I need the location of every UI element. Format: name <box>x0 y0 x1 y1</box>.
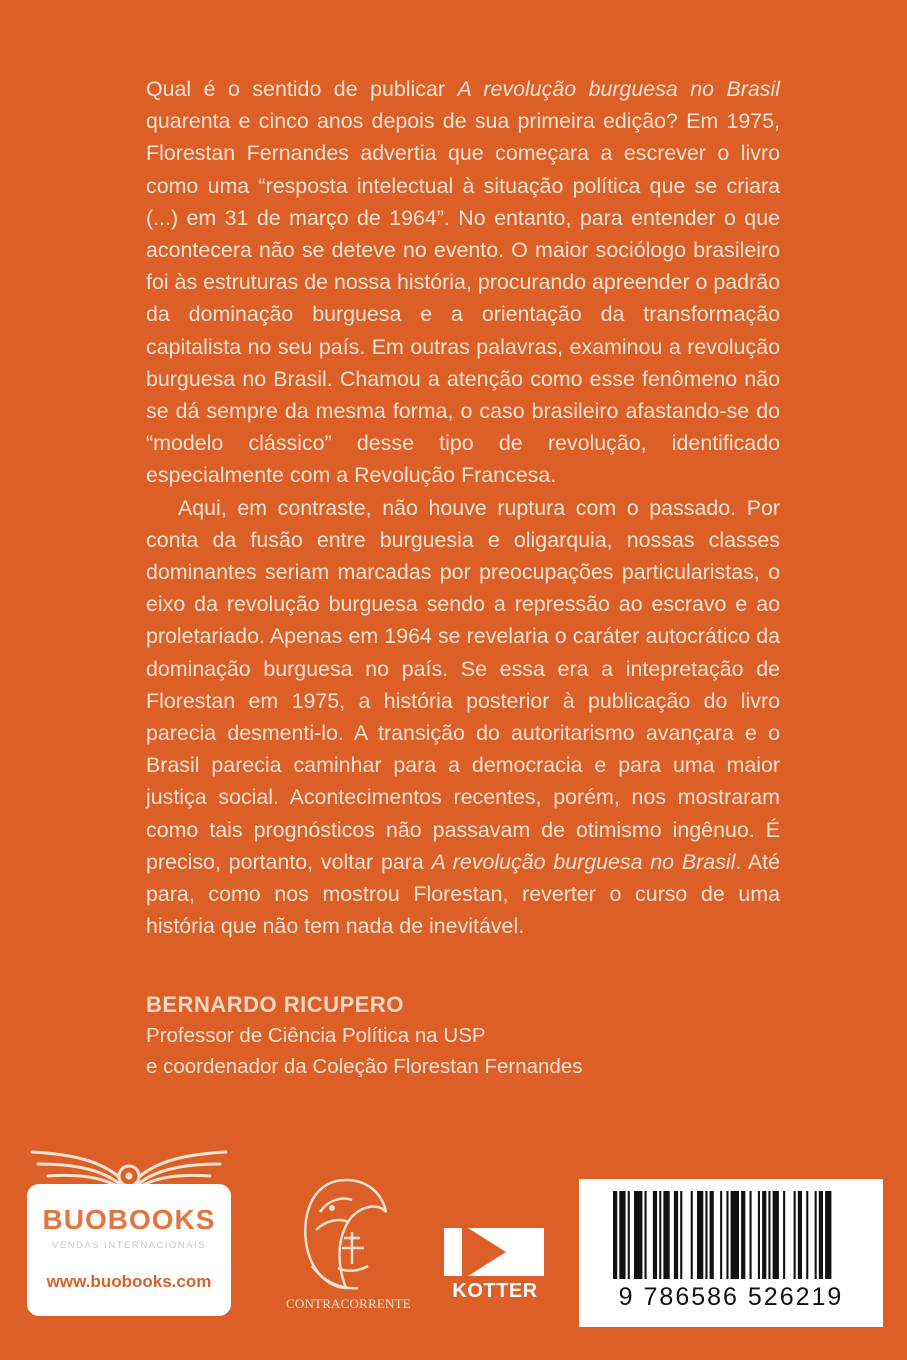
book-title: A revolução burguesa no Brasil <box>457 77 780 101</box>
barcode-bar <box>697 1191 703 1279</box>
barcode-bar <box>720 1191 722 1279</box>
barcode-bar <box>659 1191 661 1279</box>
author-role-line-1: Professor de Ciência Política na USP <box>146 1024 486 1047</box>
owl-wings-icon <box>24 1142 234 1190</box>
barcode-bar <box>653 1191 657 1279</box>
barcode-bar <box>773 1191 779 1279</box>
isbn-digits: 9 786586 526219 <box>618 1283 844 1311</box>
contracorrente-label: CONTRACORRENTE <box>286 1296 411 1311</box>
barcode-bar <box>645 1191 647 1279</box>
barcode-bars <box>579 1179 883 1283</box>
barcode-bar <box>634 1191 642 1279</box>
blurb-text: quarenta e cinco anos depois de sua primeira edição? Em 1975, Florestan Fernandes advertia que começara a escrever o livro como uma “resposta intelectual à situação política que se criara (...) em 31 de março de 1964”. No entanto, para entender o que acontecera não se deteve no evento. O maior sociólogo brasileiro foi às estruturas de nossa história, procurando apreender o padrão da dominação burguesa e a orientação da transformação capitalista no seu país. Em outras palavras, examinou a revolução burguesa no Brasil. Chamou a atenção como esse fenômeno não se dá sempre da mesma forma, o caso brasileiro afastando-se do “modelo clássico” desse tipo de revolução, identificado especialmente com a Revolução Francesa. <box>146 109 780 488</box>
author-credit <box>146 990 582 1082</box>
barcode-bar <box>741 1191 745 1279</box>
barcode-bar <box>815 1191 817 1279</box>
blurb-text: Qual é o sentido de publicar <box>146 77 458 101</box>
isbn-barcode <box>579 1179 883 1327</box>
buobooks-card <box>27 1184 231 1316</box>
barcode-bar <box>731 1191 739 1279</box>
buobooks-name: BUOBOOKS <box>42 1204 216 1235</box>
barcode-bar <box>726 1191 728 1279</box>
back-cover-blurb <box>146 73 780 942</box>
barcode-bar <box>613 1191 617 1279</box>
barcode-bar <box>794 1191 796 1279</box>
barcode-bar <box>819 1191 823 1279</box>
author-role-line-2: e coordenador da Coleção Florestan Fernandes <box>146 1055 583 1078</box>
barcode-bar <box>710 1191 714 1279</box>
barcode-bar <box>758 1191 760 1279</box>
blurb-text: . Até para, como nos mostrou Florestan, reverter o curso de uma história que não tem nada de inevitável. <box>146 849 780 939</box>
buobooks-logo <box>24 1142 234 1318</box>
barcode-bar <box>691 1191 693 1279</box>
barcode-bar <box>680 1191 682 1279</box>
barcode-bar <box>783 1191 785 1279</box>
buobooks-url: www.buobooks.com <box>46 1272 212 1291</box>
wave-ship-icon <box>286 1172 406 1294</box>
barcode-bar <box>663 1191 669 1279</box>
blurb-text: Aqui, em contraste, não houve ruptura com o passado. Por conta da fusão entre burguesia e oligarquia, nossas classes dominantes seriam marcadas por preocupações particularistas, o eixo da revolução burguesa sendo a repressão ao escravo e ao proletariado. Apenas em 1964 se revelaria o caráter autocrático da dominação burguesa no país. Se essa era a intepretação de Florestan em 1975, a história posterior à publicação do livro parecia desmenti-lo. A transição do autoritarismo avançara e o Brasil parecia caminhar para a democracia e para uma maior justiça social. Acontecimentos recentes, porém, nos mostraram como tais prognósticos não passavam de otimismo ingênuo. É preciso, portanto, voltar para <box>146 495 780 874</box>
barcode-bar <box>750 1191 752 1279</box>
barcode-bar <box>705 1191 707 1279</box>
contracorrente-logo <box>286 1172 411 1322</box>
barcode-bar <box>798 1191 802 1279</box>
author-name: BERNARDO RICUPERO <box>146 992 404 1017</box>
kotter-logo <box>440 1228 550 1308</box>
blurb-paragraph-2 <box>146 492 780 943</box>
blurb-paragraph-1 <box>146 73 780 492</box>
buobooks-subtitle: VENDAS INTERNACIONAIS <box>52 1240 206 1251</box>
kotter-label: KOTTER <box>452 1280 538 1302</box>
book-title: A revolução burguesa no Brasil <box>431 849 736 874</box>
barcode-bar <box>768 1191 770 1279</box>
barcode-bar <box>674 1191 678 1279</box>
barcode-bar <box>762 1191 766 1279</box>
barcode-bar <box>806 1191 808 1279</box>
kotter-k-icon <box>440 1228 550 1278</box>
barcode-bar <box>628 1191 630 1279</box>
barcode-bar <box>619 1191 625 1279</box>
barcode-bar <box>825 1191 831 1279</box>
